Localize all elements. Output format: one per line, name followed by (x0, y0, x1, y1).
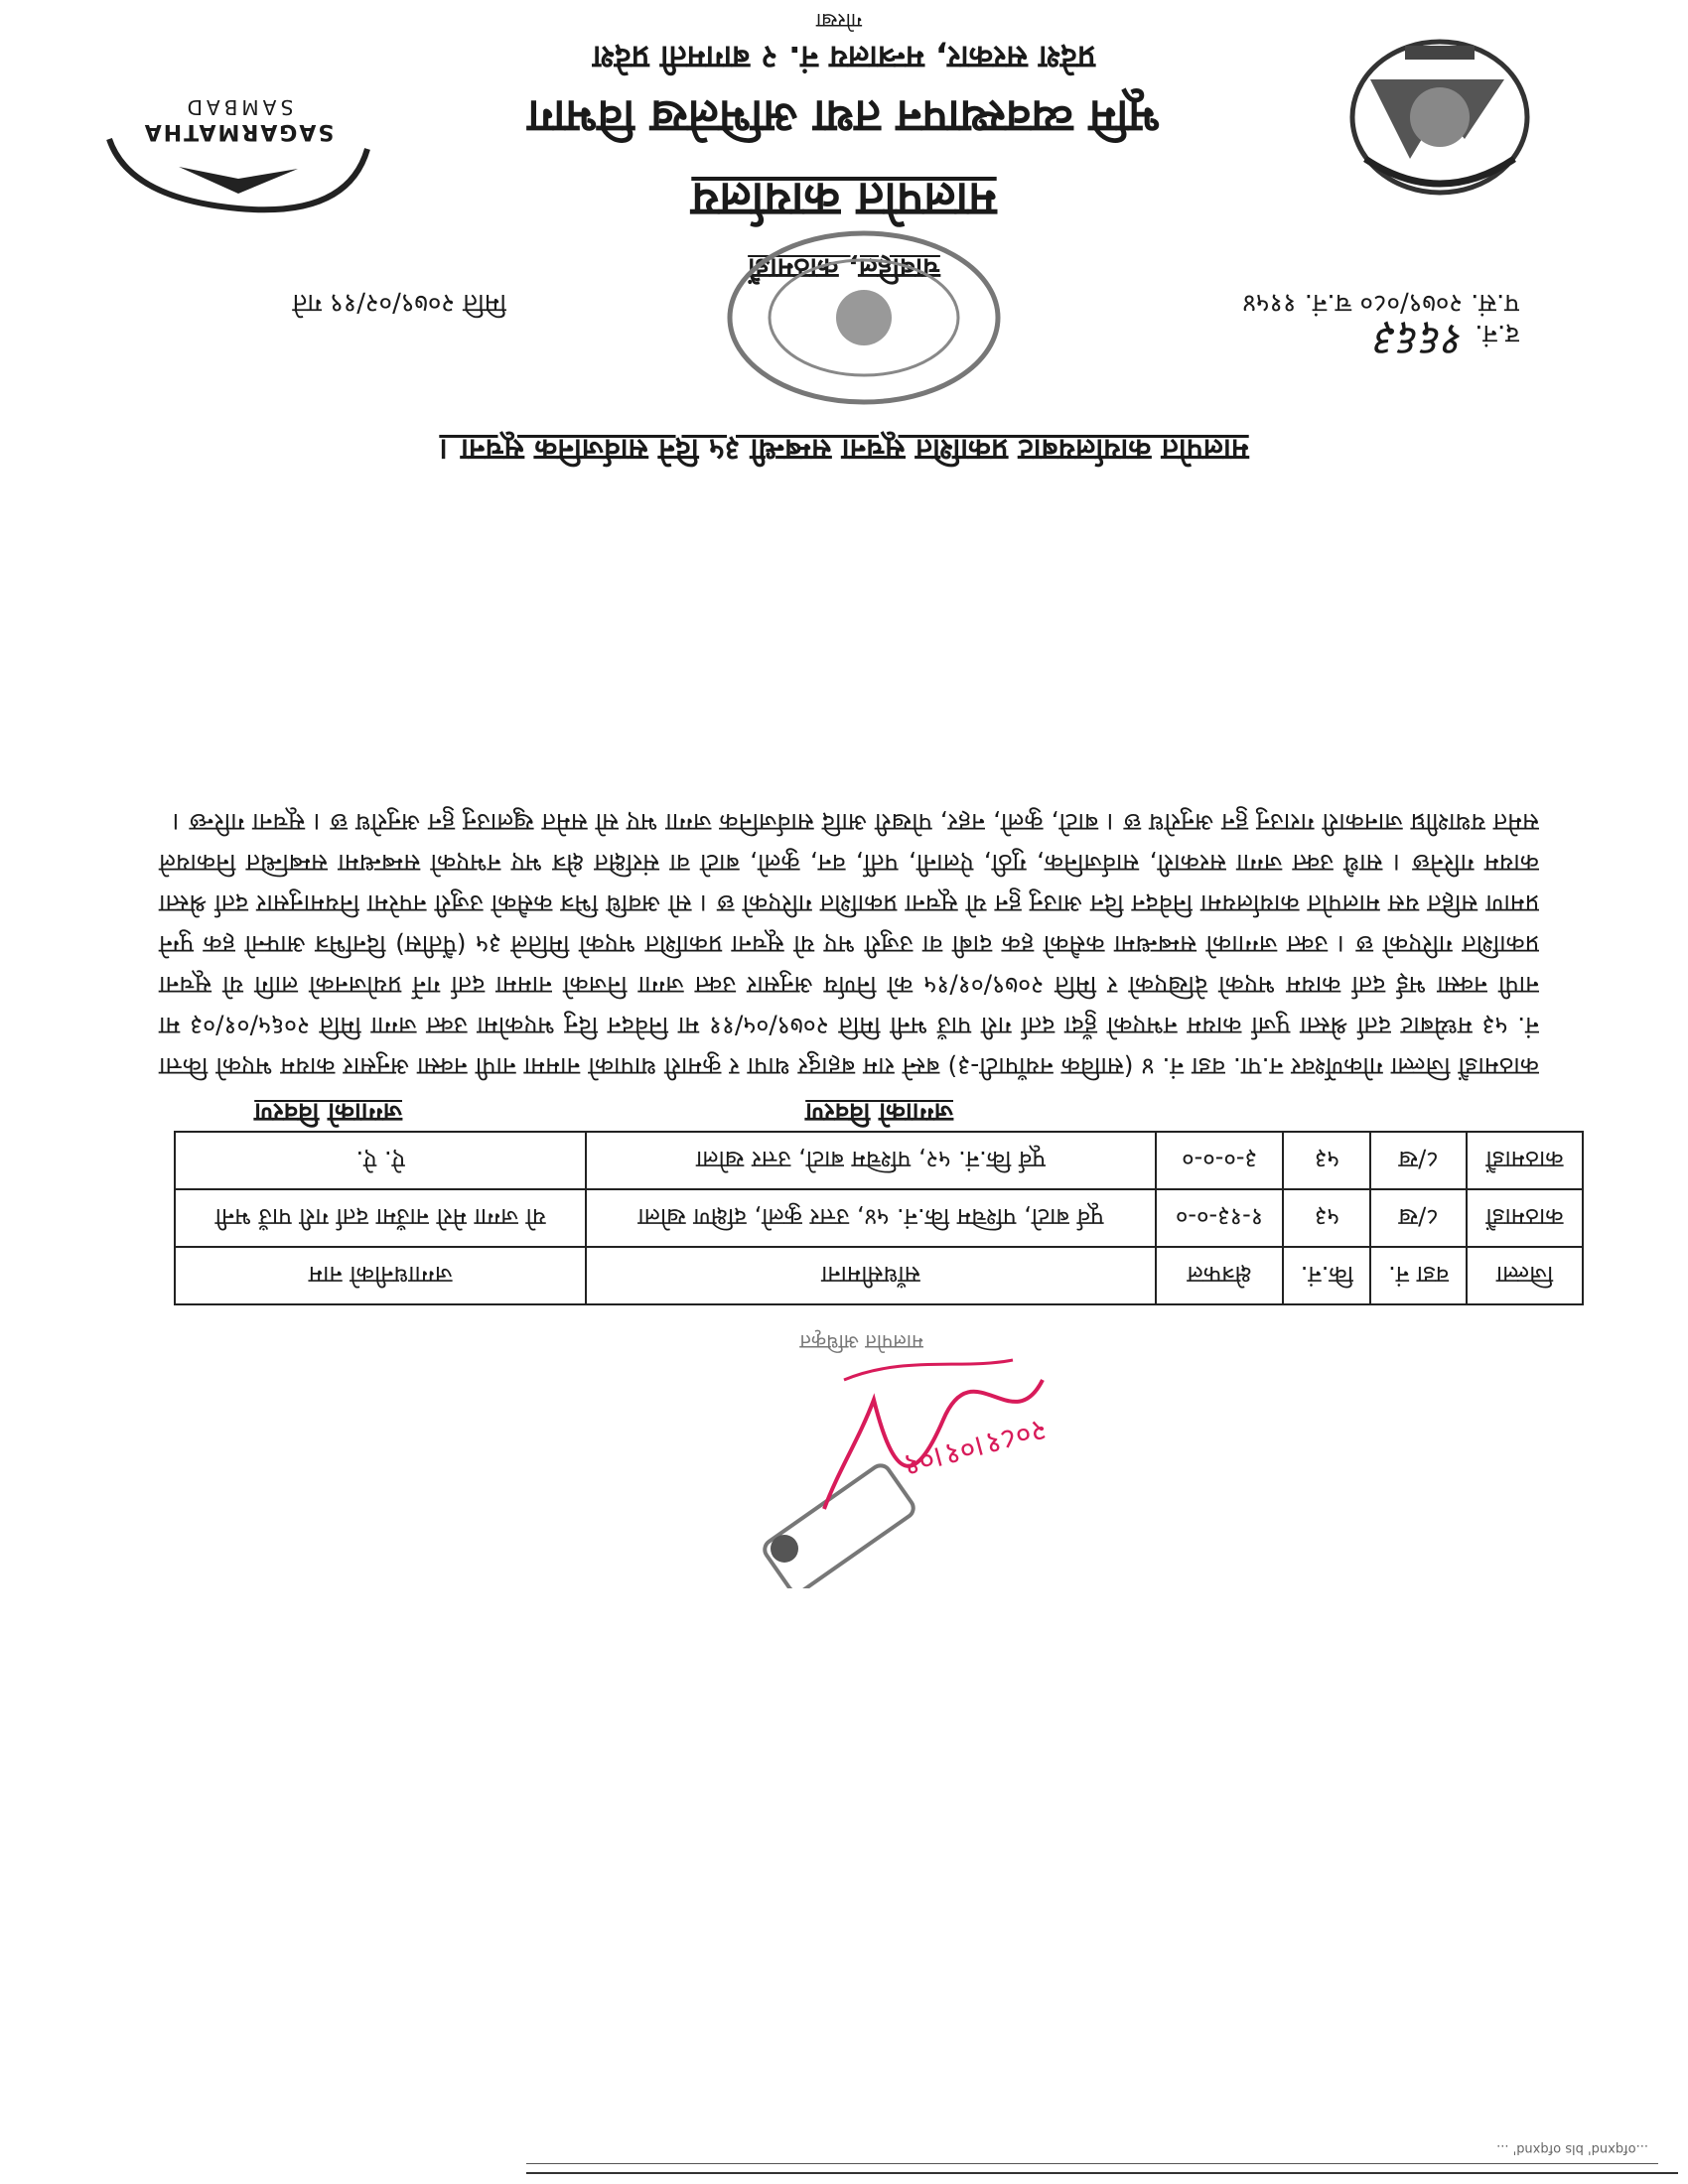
notice-body-text: काठमाडौं जिल्ला गोकर्णेश्वर न.पा. वडा नं. ४ (साविक नयाँपाटी-३) बस्ने राम बहादुर थापा र कुमारी थापाको नाममा नापी नक्सा अनुसार कायम भएको कित्ता नं. ५३ मध्येबाट दर्ता श्रेस्ता पुर्जा कायम नभएको हुँदा दर्ता गरी पाउँ भनी मिति २०७९/०५/११ मा निवेदन दिनु भएकोमा उक्त जग्गा मिति २०६५/०१/०३ मा नापी नक्सा भई दर्ता कायम भएको देखिएको र मिति २०७९/०१/१५ को निर्णय अनुसार उक्त जग्गा निजको नाममा दर्ता गर्ने प्रयोजनको लागि यो सूचना प्रकाशित गरिएको छ । उक्त जग्गाको सम्बन्धमा कसैको हक दाबी वा उजुरी भए यो सूचना प्रकाशित भएको मितिले ३५ (पैंतीस) दिनभित्र आफ्नो हक पुग्ने प्रमाण सहित यस मालपोत कार्यालयमा निवेदन दिन आउनु हुन यो सूचना प्रकाशित गरिएको छ । सो अवधि भित्र कसैको उजुरी नपरेमा नियमानुसार दर्ता श्रेस्ता कायम गरिनेछ । साथै उक्त जग्गा सरकारी, सार्वजनिक, गुठी, ऐलानी, पर्ती, वन, कुलो, बाटो वा संरक्षित क्षेत्र भए नभएको सम्बन्धमा सम्बन्धित निकायले समेत यथाशीघ्र जानकारी गराउनु हुन अनुरोध छ । बाटो, कुलो, नहर, पोखरी आदि सार्वजनिक जग्गा भए सो समेत खुलाउनु हुन अनुरोध छ । (159, 808, 1539, 1081)
office-name: मालपोत कार्यालय (691, 172, 997, 227)
stamp-text: मालपोत अधिकृत (799, 1330, 923, 1354)
dispatch-label: द.नं. (1475, 319, 1519, 348)
scan-edge-line-2 (526, 2163, 1658, 2164)
col-ward: वडा नं. (1370, 1247, 1467, 1304)
office-stamp-icon (715, 223, 1013, 412)
col-area: क्षेत्रफल (1156, 1247, 1284, 1304)
cell-ward: ८/ख (1370, 1189, 1467, 1247)
logo-subtext: SAMBAD (183, 95, 294, 119)
notice-body (159, 802, 1539, 1087)
scan-edge-text: ...ofqxnd' bls ofqxnd' ... (1496, 2141, 1648, 2156)
dispatch-number (1375, 313, 1519, 372)
cell-owner: ऐ. ऐ. (175, 1132, 586, 1189)
dispatch-handwritten: १६६३ (1375, 315, 1467, 365)
notice-subject: मालपोत कार्यालयबाट प्रकाशित सूचना सम्बन्धी ३५ दिने सार्वजनिक सूचना । (439, 432, 1249, 467)
office-location: चाबहिल, काठमाडौं (748, 252, 940, 285)
reference-number: प.सं. २०७९/०८० च.नं. ११५४ (1242, 288, 1519, 318)
col-plot: कि.नं. (1283, 1247, 1370, 1304)
cell-plot: ५३ (1283, 1189, 1370, 1247)
cell-plot: ५३ (1283, 1132, 1370, 1189)
cell-boundary: पूर्व बाटो, पश्चिम कि.नं. ५४, उत्तर कुलो, दक्षिण खोला (586, 1189, 1155, 1247)
government-emblem-icon (1345, 35, 1534, 199)
stamp-icon (761, 1461, 916, 1588)
org-line-1: प्रदेश सरकार, मन्त्रालय नं. २ बागमती प्रदेश (592, 39, 1096, 76)
scan-edge-line (526, 2172, 1678, 2174)
col-owner: जग्गाधनीको नाम (175, 1247, 586, 1304)
cell-area: १-१३-०-० (1156, 1189, 1284, 1247)
cell-area: ३-०-०-० (1156, 1132, 1284, 1189)
header-top-line: गोरखा (815, 9, 863, 33)
signature-date: २०८१।०१।०१ (900, 1411, 1051, 1483)
org-line-2: भूमि व्यवस्थापन तथा अभिलेख विभाग (527, 90, 1161, 144)
cell-owner: यो जग्गा मेरो नाउँमा दर्ता गरी पाउँ भनी (175, 1189, 586, 1247)
cell-district: काठमाडौं (1467, 1189, 1583, 1247)
cell-boundary: पूर्व कि.नं. ५२, पश्चिम बाटो, उत्तर खोला (586, 1132, 1155, 1189)
table-left-title: जग्गाको विवरण (254, 1097, 402, 1127)
land-details-table (174, 1131, 1584, 1305)
col-district: जिल्ला (1467, 1247, 1583, 1304)
table-row (175, 1132, 1583, 1189)
table-right-title: जग्गाको विवरण (805, 1097, 953, 1127)
signature-and-stamp (745, 1320, 1082, 1588)
notice-closing: सूचना गरिन्छ । (172, 808, 306, 837)
table-header-row (175, 1247, 1583, 1304)
col-boundary: साँधसीमाना (586, 1247, 1155, 1304)
cell-district: काठमाडौं (1467, 1132, 1583, 1189)
table-row (175, 1189, 1583, 1247)
logo-text: SAGARMATHA (142, 119, 335, 144)
cell-ward: ८/ख (1370, 1132, 1467, 1189)
notice-date: मिति २०७९/०२/१९ गते (292, 288, 506, 318)
